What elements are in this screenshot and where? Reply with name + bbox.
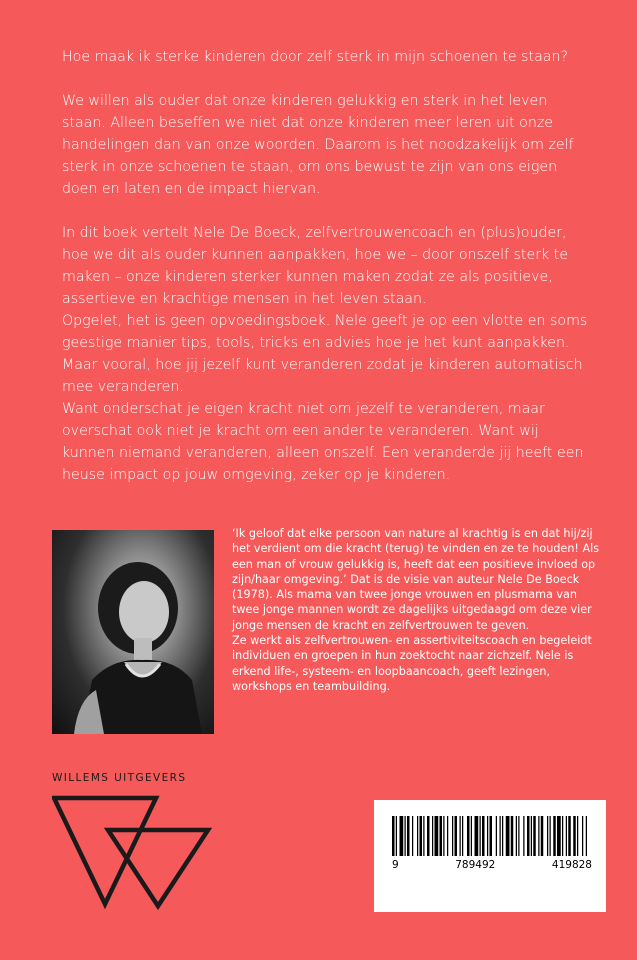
barcode-bar — [487, 816, 488, 856]
barcode-digit-group-3: 419828 — [551, 859, 592, 871]
barcode-bar — [582, 816, 583, 856]
barcode-bar — [541, 816, 544, 856]
barcode-bar — [518, 816, 519, 856]
barcode-bar — [420, 816, 423, 856]
barcode-bar — [412, 816, 413, 856]
barcode-bar — [405, 816, 406, 856]
barcode-bar — [533, 816, 536, 856]
barcode-digit-group-2: 789492 — [455, 859, 496, 871]
barcode-bar — [523, 816, 524, 856]
barcode-bar — [407, 816, 410, 856]
barcode-bar — [400, 816, 404, 856]
barcode-bar — [432, 816, 433, 856]
barcode-bar — [460, 816, 461, 856]
publisher-logo-icon — [52, 792, 212, 916]
bio-paragraph-1: ‘Ik geloof dat elke persoon van nature al krachtig is en dat hij/zij het verdient om die kracht (terug) te vinden en ze te houden! Als een man of vrouw gelukkig is, heeft dat een positieve invloed op zijn/haar omgeving.’ Dat is de visie van auteur Nele De Boeck (1978). Als mama van twee jonge vrouwen en plusmama van twee jonge mannen wordt ze dagelijks uitgedaagd om deze vier jonge mensen de kracht en zelfvertrouwen te geven. — [232, 527, 600, 632]
barcode-bar — [577, 816, 578, 856]
barcode-bar — [538, 816, 539, 856]
barcode-bar — [557, 816, 561, 856]
barcode-bar — [568, 816, 571, 856]
author-photo — [52, 530, 214, 734]
barcode-bar — [496, 816, 497, 856]
barcode-bar — [447, 816, 448, 856]
blurb-paragraph-4: Want onderschat je eigen kracht niet om jezelf te veranderen, maar overschat ook niet je kracht om een ander te veranderen. Want wij kunnen niemand veranderen, alleen onszelf. Een veranderde jij heeft een heuse impact op jouw omgeving, zeker op je kinderen. — [62, 401, 584, 483]
barcode-bar — [550, 816, 551, 856]
blurb-paragraph-2: In dit boek vertelt Nele De Boeck, zelfvertrouwencoach en (plus)ouder, hoe we dit als ouder kunnen aanpakken, hoe we – door onszelf sterk te maken – onze kinderen sterker kunnen maken zodat ze als positieve, assertieve en krachtige mensen in het leven staan. — [62, 225, 569, 307]
barcode-bar — [562, 816, 563, 856]
barcode-bar — [396, 816, 397, 856]
barcode-bar — [490, 816, 493, 856]
barcode-bar — [452, 816, 453, 856]
blurb-paragraph-1: We willen als ouder dat onze kinderen gelukkig en sterk in het leven staan. Alleen beseffen we niet dat onze kinderen meer leren uit onze handelingen dan van onze woorden. Daarom is het noodzakelijk om zelf sterk in onze schoenen te staan, om ons bewust te zijn van ons eigen doen en laten en de impact hiervan. — [62, 93, 574, 197]
barcode-bar — [467, 816, 470, 856]
barcode-bar — [527, 816, 530, 856]
barcode-bars — [374, 800, 606, 912]
barcode-bar — [506, 816, 510, 856]
barcode-bar — [500, 816, 501, 856]
bio-paragraph-2: Ze werkt als zelfvertrouwen- en assertiviteitscoach en begeleidt individuen en groepen in hun zoektocht naar zichzelf. Nele is erkend life-, systeem- en loopbaancoach, geeft lezingen, workshops en teambuilding. — [232, 634, 592, 693]
blurb — [62, 46, 590, 486]
publisher-name: WILLEMS UITGEVERS — [52, 772, 187, 784]
barcode-bar — [553, 816, 556, 856]
barcode-bar — [435, 816, 439, 856]
barcode-bar — [586, 816, 587, 856]
blurb-paragraph-3: Opgelet, het is geen opvoedingsboek. Nele geeft je op een vlotte en soms geestige manier tips, tools, tricks en advies hoe je het kunt aanpakken. Maar vooral, hoe jij jezelf kunt veranderen zodat je kinderen automatisch mee veranderen. — [62, 313, 588, 395]
barcode-bar — [462, 816, 463, 856]
barcode-bar — [417, 816, 418, 856]
barcode-bar — [502, 816, 503, 856]
barcode-bar — [516, 816, 517, 856]
barcode-bar — [475, 816, 479, 856]
barcode-bar — [423, 816, 424, 856]
barcode-digit-group-1: 9 — [392, 859, 399, 871]
barcode-bar — [566, 816, 567, 856]
barcode-bar — [482, 816, 485, 856]
barcode-bar — [455, 816, 458, 856]
barcode-bar — [471, 816, 472, 856]
barcode-bar — [573, 816, 576, 856]
barcode-bar — [511, 816, 514, 856]
barcode — [374, 800, 606, 912]
author-bio — [232, 526, 604, 694]
barcode-bar — [427, 816, 430, 856]
blurb-question: Hoe maak ik sterke kinderen door zelf sterk in mijn schoenen te staan? — [62, 49, 568, 65]
barcode-bar — [443, 816, 444, 856]
barcode-digits — [392, 859, 592, 871]
barcode-bar — [392, 816, 395, 856]
barcode-bar — [480, 816, 481, 856]
barcode-bar — [547, 816, 548, 856]
barcode-bar — [440, 816, 443, 856]
barcode-bar — [531, 816, 532, 856]
